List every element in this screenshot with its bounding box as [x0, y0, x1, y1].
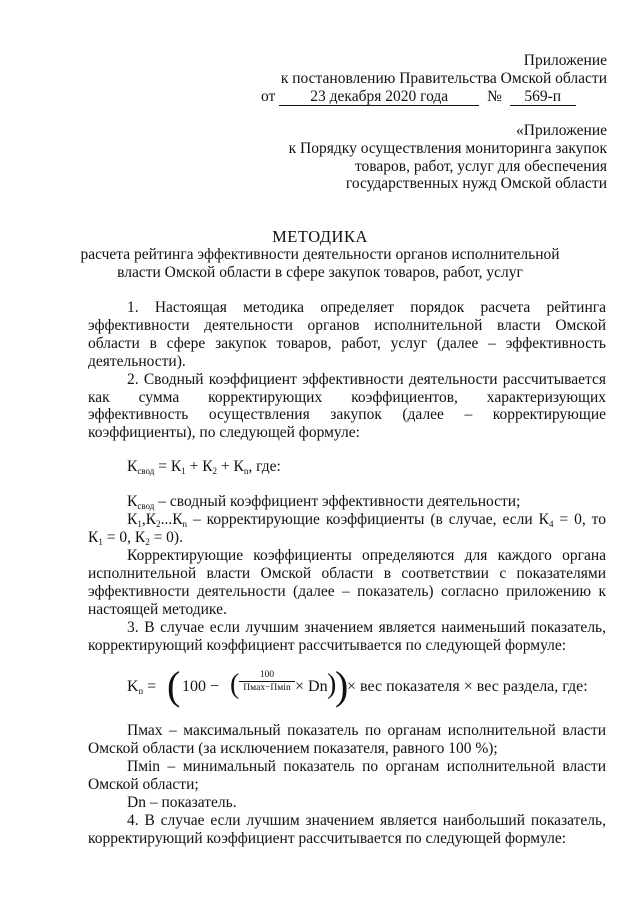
- definition-pmax-line-2: Омской области (за исключением показателя, равного 100 %);: [88, 740, 498, 757]
- resolution-reference: к постановлению Правительства Омской области: [280, 70, 607, 87]
- paragraph-4-line-2: корректирующий коэффициент рассчитывается по следующей формуле:: [88, 637, 567, 654]
- definition-pmin-line-2: Омской области;: [88, 776, 199, 793]
- number-sign: №: [487, 88, 502, 105]
- definition-summary-coefficient: $К_{свод}$ – сводный коэффициент эффективности деятельности;: [127, 493, 521, 511]
- paragraph-3-line-4: настоящей методике.: [88, 601, 227, 618]
- document-title: МЕТОДИКА: [272, 227, 368, 246]
- date-prefix: от: [261, 88, 276, 105]
- resolution-number: 569-п: [510, 89, 576, 106]
- paragraph-2-line-4: коэффициенты), по следующей формуле:: [88, 424, 360, 441]
- paragraph-1-line-3: области в сфере закупок товаров, работ, услуг (далее – эффективность: [88, 335, 606, 352]
- paragraph-4-line-1: 3. В случае если лучшим значением является наименьший показатель,: [127, 619, 606, 636]
- resolution-date: 23 декабря 2020 года: [279, 89, 479, 106]
- paragraph-5-line-2: корректирующий коэффициент рассчитывается по следующей формуле:: [88, 830, 567, 847]
- formula-summary-coefficient: $К_{свод} = К_1 + К_2 + К_n$, где:: [127, 458, 281, 476]
- resolution-date-line: [261, 88, 576, 106]
- paragraph-2-line-3: эффективность осуществления закупок (далее – корректирующие: [88, 406, 606, 423]
- paragraph-2-line-2: как сумма корректирующих коэффициентов, характеризующих: [88, 389, 606, 406]
- paragraph-3-line-3: эффективности деятельности (далее – показатель) согласно приложению к: [88, 583, 606, 600]
- paragraph-5-line-1: 4. В случае если лучшим значением является наибольший показатель,: [127, 812, 606, 829]
- definition-correction-coefficients-line-2: $К_1 = 0$, $К_2 = 0$).: [88, 529, 183, 547]
- paragraph-2-line-1: 2. Сводный коэффициент эффективности деятельности рассчитывается: [127, 371, 606, 388]
- document-subtitle-2: власти Омской области в сфере закупок товаров, работ, услуг: [117, 264, 523, 281]
- paragraph-1-line-1: 1. Настоящая методика определяет порядок расчета рейтинга: [127, 299, 606, 316]
- paragraph-1-line-4: деятельности).: [88, 353, 186, 370]
- definition-correction-coefficients-line-1: $К_1,К_2...К_n$ – корректирующие коэффициенты (в случае, если $К_4 = 0$, то: [127, 511, 607, 529]
- document-subtitle-1: расчета рейтинга эффективности деятельности органов исполнительной: [80, 246, 560, 263]
- definition-pmin-line-1: Пмin – минимальный показатель по органам исполнительной власти: [127, 758, 606, 775]
- annex-line-4: государственных нужд Омской области: [345, 175, 607, 192]
- annex-label: «Приложение: [516, 122, 607, 139]
- definition-dn: Dn – показатель.: [127, 794, 237, 811]
- annex-line-3: товаров, работ, услуг для обеспечения: [354, 158, 607, 175]
- fraction: 100 Пмах−Пмin: [239, 670, 295, 693]
- document-page: Приложение к постановлению Правительства Омской области от 23 декабря 2020 года № 569-п «Приложение к Порядку осуществления мониторинга закупок товаров, работ, услуг для обеспечения государственных нужд Омской области МЕТОДИКА расчета рейтинга эффективности деятельности органов исполнительной власти Омской области в сфере закупок товаров, работ, услуг 1. Настоящая методика определяет порядок расчета рейтинга эффективности деятельности органов исполнительной власти Омской области в сфере закупок товаров, работ, услуг (далее – эффективность деятельности). 2. Сводный коэффициент эффективности деятельности рассчитывается как сумма корректирующих коэффициентов, характеризующих эффективность осуществления закупок (далее – корректирующие коэффициенты), по следующей формуле: $К_{свод} = К_1 + К_2 + К_n$, где: $К_{свод}$ – сводный коэффициент эффективности деятельности; $К_1,К_2...К_n$ – корректирующие коэффициенты (в случае, если $К_4 = 0$, то $К_1 = 0$, $К_2 = 0$). Корректирующие коэффициенты определяются для каждого органа исполнительной власти Омской области в соответствии с показателями эффективности деятельности (далее – показатель) согласно приложению к настоящей методике. 3. В случае если лучшим значением является наименьший показатель, корректирующий коэффициент рассчитывается по следующей формуле: $K_n$ = ( 100 − ( 100 Пмах−Пмin × Dn ) ) × вес показателя × вес раздела, где: Пмах – максимальный показатель по органам исполнительной власти Омской области (за исключением показателя, равного 100 %); Пмin – минимальный показатель по органам исполнительной власти Омской области; Dn – показатель. 4. В случае если лучшим значением является наибольший показатель, корректирующий коэффициент рассчитывается по следующей формуле:: [0, 0, 640, 905]
- appendix-label: Приложение: [523, 52, 607, 69]
- paragraph-3-line-2: исполнительной власти Омской области в соответствии с показателями: [88, 565, 606, 582]
- annex-line-2: к Порядку осуществления мониторинга закупок: [288, 140, 607, 157]
- paragraph-1-line-2: эффективности деятельности органов исполнительной власти Омской: [88, 317, 606, 334]
- paragraph-3-line-1: Корректирующие коэффициенты определяются для каждого органа: [127, 547, 606, 564]
- definition-pmax-line-1: Пмах – максимальный показатель по органам исполнительной власти: [127, 722, 606, 739]
